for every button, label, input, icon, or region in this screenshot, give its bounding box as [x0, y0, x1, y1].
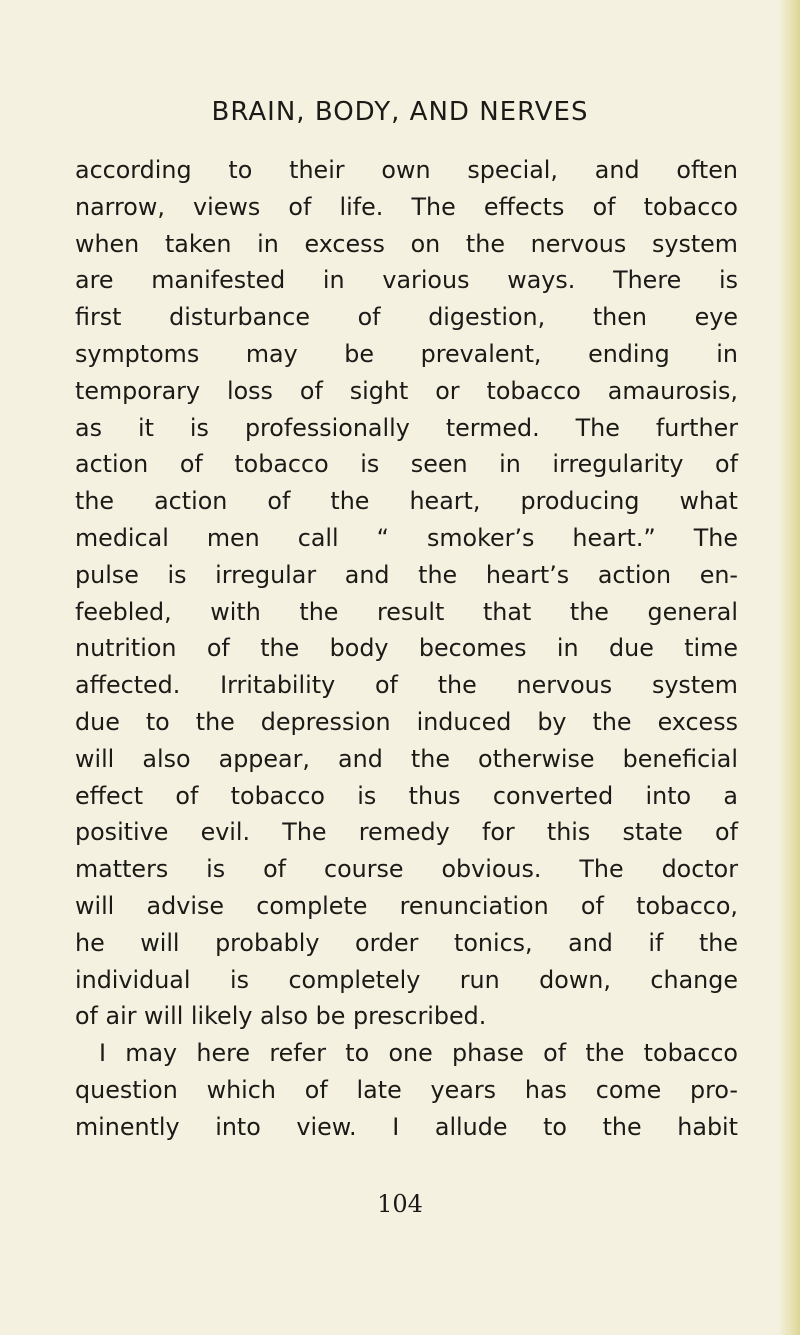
page-number: 104: [377, 1190, 423, 1218]
text-line: symptoms may be prevalent, ending in: [75, 339, 738, 368]
text-line: are manifested in various ways. There is: [75, 266, 738, 295]
text-line: first disturbance of digestion, then eye: [75, 303, 738, 332]
paragraph-start-line: I may here refer to one phase of the tobacco: [99, 1039, 738, 1068]
text-line: according to their own special, and often: [75, 156, 738, 184]
text-line: due to the depression induced by the excess: [75, 707, 738, 736]
running-head: BRAIN, BODY, AND NERVES: [211, 97, 589, 127]
text-line: affected. Irritability of the nervous system: [75, 671, 738, 700]
text-line: the action of the heart, producing what: [75, 487, 738, 516]
text-line: question which of late years has come pro-: [75, 1075, 738, 1104]
text-line: effect of tobacco is thus converted into a: [75, 781, 738, 810]
text-line: narrow, views of life. The effects of tobacco: [75, 192, 738, 221]
text-line: feebled, with the result that the general: [75, 597, 738, 626]
text-line: action of tobacco is seen in irregularity of: [75, 450, 738, 479]
text-line: matters is of course obvious. The doctor: [75, 855, 738, 884]
text-line: temporary loss of sight or tobacco amaurosis,: [75, 376, 738, 405]
text-line: will also appear, and the otherwise beneficial: [75, 744, 738, 773]
paragraph-end-line: of air will likely also be prescribed.: [75, 1002, 487, 1031]
text-line: pulse is irregular and the heart’s action en-: [75, 560, 738, 589]
text-line: positive evil. The remedy for this state of: [75, 818, 738, 847]
text-line: he will probably order tonics, and if the: [75, 928, 738, 957]
text-line: will advise complete renunciation of tobacco,: [75, 891, 738, 920]
page-edge-shading: [778, 0, 800, 1335]
text-line: when taken in excess on the nervous system: [75, 229, 738, 258]
body-text: [75, 152, 738, 1146]
text-line: nutrition of the body becomes in due time: [75, 634, 738, 663]
text-line: medical men call “ smoker’s heart.” The: [75, 523, 738, 552]
text-line: as it is professionally termed. The further: [75, 413, 738, 442]
text-line: minently into view. I allude to the habit: [75, 1112, 738, 1141]
text-line: individual is completely run down, change: [75, 965, 738, 994]
